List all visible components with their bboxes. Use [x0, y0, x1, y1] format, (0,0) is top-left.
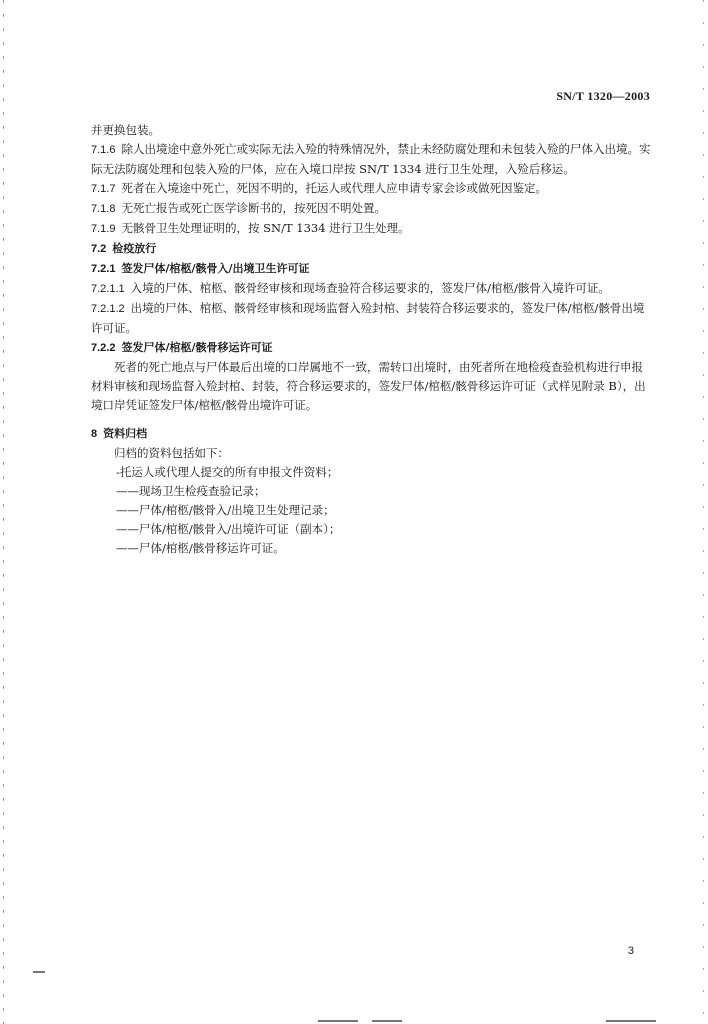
heading-text: 签发尸体/棺柩/骸骨移运许可证: [121, 341, 273, 354]
clause-number: 7.1.8: [91, 203, 116, 215]
clause-text: 死者在入境途中死亡，死因不明的，托运人或代理人应申请专家会诊或做死因鉴定。: [121, 181, 547, 195]
clause-7-1-7: [91, 179, 651, 199]
clause-number: 7.1.9: [91, 223, 116, 235]
clause-7-1-8: [91, 199, 651, 219]
scan-artifact: [372, 1020, 402, 1022]
list-item: ——现场卫生检疫查验记录；: [116, 484, 266, 498]
scan-artifact: [33, 971, 45, 973]
document-body: [91, 121, 651, 558]
clause-text: 除人出境途中意外死亡或实际无法入殓的特殊情况外，禁止未经防腐处理和未包装入殓的尸体入出境。实际无法防腐处理和包装入殓的尸体，应在入境口岸按 SN/T 1334 进行卫生处理，入殓后移运。: [91, 142, 651, 176]
standard-number: SN/T 1320—2003: [556, 89, 650, 103]
clause-text: 出境的尸体、棺柩、骸骨经审核和现场监督入殓封棺、封装符合移运要求的，签发尸体/棺柩/骸骨出境许可证。: [91, 301, 645, 335]
heading-number: 7.2.1: [91, 263, 116, 275]
clause-number: 7.1.6: [91, 144, 116, 156]
scan-edge-left: [3, 0, 4, 1024]
scan-edge-right: [703, 0, 704, 1024]
clause-text: 入境的尸体、棺柩、骸骨经审核和现场查验符合移运要求的，签发尸体/棺柩/骸骨入境许可证。: [130, 281, 610, 295]
list-item: ——尸体/棺柩/骸骨入/出境卫生处理记录；: [116, 503, 335, 517]
heading-text: 签发尸体/棺柩/骸骨入/出境卫生许可证: [121, 262, 310, 275]
heading-text: 检疫放行: [112, 242, 157, 255]
heading-7-2-1: [91, 259, 651, 279]
scan-artifact: [606, 1020, 656, 1022]
archive-intro: 归档的资料包括如下：: [114, 446, 229, 460]
clause-text: 无骸骨卫生处理证明的，按 SN/T 1334 进行卫生处理。: [121, 221, 410, 235]
heading-number: 8: [91, 428, 98, 440]
clause-7-1-9: [91, 219, 651, 239]
clause-number: 7.2.1.1: [91, 283, 125, 295]
clause-7-1-6: [91, 140, 651, 179]
heading-7-2: [91, 239, 651, 259]
page-number: 3: [627, 945, 634, 957]
clause-7-2-1-1: [91, 279, 651, 299]
clause-7-2-2-body: 死者的死亡地点与尸体最后出境的口岸属地不一致，需转口出境时，由死者所在地检疫查验机构进行申报材料审核和现场监督入殓封棺、封装，符合移运要求的，签发尸体/棺柩/骸骨移运许可证（式样见附录 B），出境口岸凭证签发尸体/棺柩/骸骨出境许可证。: [91, 360, 646, 412]
clause-text: 无死亡报告或死亡医学诊断书的，按死因不明处置。: [121, 201, 386, 215]
heading-number: 7.2: [91, 243, 107, 255]
list-item: -托运人或代理人提交的所有申报文件资料；: [116, 465, 339, 479]
clause-7-2-1-2: [91, 299, 651, 338]
paragraph-continuation: 并更换包装。: [91, 123, 160, 137]
clause-number: 7.1.7: [91, 183, 116, 195]
list-item: ——尸体/棺柩/骸骨移运许可证。: [116, 541, 285, 555]
heading-8: [91, 424, 651, 444]
scan-artifact: [318, 1020, 358, 1022]
list-item: ——尸体/棺柩/骸骨入/出境许可证（副本）；: [116, 522, 341, 536]
heading-text: 资料归档: [103, 427, 148, 440]
heading-7-2-2: [91, 338, 651, 358]
heading-number: 7.2.2: [91, 342, 116, 354]
clause-number: 7.2.1.2: [91, 303, 125, 315]
